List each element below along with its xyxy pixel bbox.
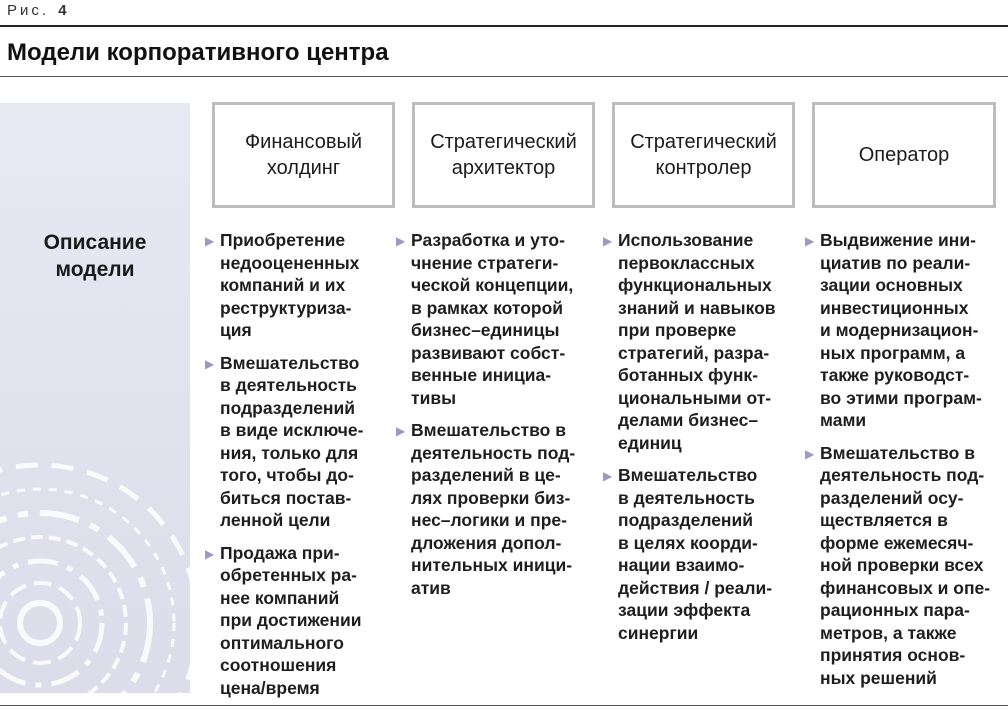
bottom-rule <box>0 705 1008 706</box>
page-title: Модели корпоративного центра <box>7 39 389 66</box>
list-item <box>205 352 400 532</box>
list-item <box>396 419 601 599</box>
list-item <box>205 542 400 700</box>
bullet-triangle-icon: ▶ <box>205 234 215 248</box>
column-items-3 <box>805 229 1008 699</box>
list-item-text: Продажа при- обретенных ра- нее компаний при достижении оптимального соотношения цена/время <box>220 542 362 698</box>
top-rule <box>0 25 1008 27</box>
column-header-0: Финансовый холдинг <box>212 102 395 208</box>
bullet-triangle-icon: ▶ <box>396 424 406 438</box>
list-item-text: Вмешательство в деятельность подразделений в виде исключе- ния, только для того, чтобы до- биться постав- ленной цели <box>220 352 364 530</box>
bullet-triangle-icon: ▶ <box>805 234 815 248</box>
list-item <box>205 229 400 342</box>
figure-number: 4 <box>58 2 67 19</box>
list-item <box>603 464 808 644</box>
figure-label <box>7 2 67 19</box>
bullet-triangle-icon: ▶ <box>205 546 215 561</box>
list-item-text: Выдвижение ини- циатив по реали- зации основных инвестиционных и модернизацион- ных программ, а также руководст- во этими програм- мами <box>820 230 982 430</box>
row-label <box>10 229 180 283</box>
bullet-triangle-icon: ▶ <box>805 446 815 461</box>
row-label-line: Описание <box>43 231 147 254</box>
column-items-0 <box>205 229 400 709</box>
bullet-triangle-icon: ▶ <box>205 356 215 371</box>
column-header-1: Стратегический архитектор <box>412 102 595 208</box>
list-item <box>805 442 1008 690</box>
list-item-text: Разработка и уто- чнение стратеги- ческой концепции, в рамках которой бизнес–единицы развивают собст- венные инициа- тивы <box>411 230 574 408</box>
bullet-triangle-icon: ▶ <box>603 469 613 483</box>
list-item-text: Приобретение недооцененных компаний и их реструктуриза- ция <box>220 230 360 340</box>
row-label-band <box>0 103 190 693</box>
bullet-triangle-icon: ▶ <box>396 234 406 248</box>
circular-pattern-decoration <box>0 103 190 693</box>
row-label-line: модели <box>55 258 135 281</box>
list-item <box>805 229 1008 432</box>
list-item-text: Вмешательство в деятельность под- разделений в це- лях проверки биз- нес–логики и пре- дложения допол- нительных иници- атив <box>411 420 576 598</box>
column-header-2: Стратегический контролер <box>612 102 795 208</box>
list-item-text: Использование первоклассных функциональных знаний и навыков при проверке стратегий, разра- ботанных функ- циональными от- делами бизнес– единиц <box>618 230 776 453</box>
list-item-text: Вмешательство в деятельность подразделений в целях коорди- нации взаимо- действия / реали- зации эффекта синергии <box>618 465 773 643</box>
figure-prefix: Рис. <box>7 2 50 19</box>
list-item <box>396 229 601 409</box>
column-items-2 <box>603 229 808 654</box>
column-header-3: Оператор <box>812 102 996 208</box>
list-item-text: Вмешательство в деятельность под- разделений осу- ществляется в форме ежемесяч- ной проверки всех финансовых и опе- рационных пара- метров, а также принятия основ- ных решений <box>820 442 991 688</box>
column-items-1 <box>396 229 601 609</box>
list-item <box>603 229 808 454</box>
bullet-triangle-icon: ▶ <box>603 234 613 248</box>
title-rule <box>0 76 1008 77</box>
